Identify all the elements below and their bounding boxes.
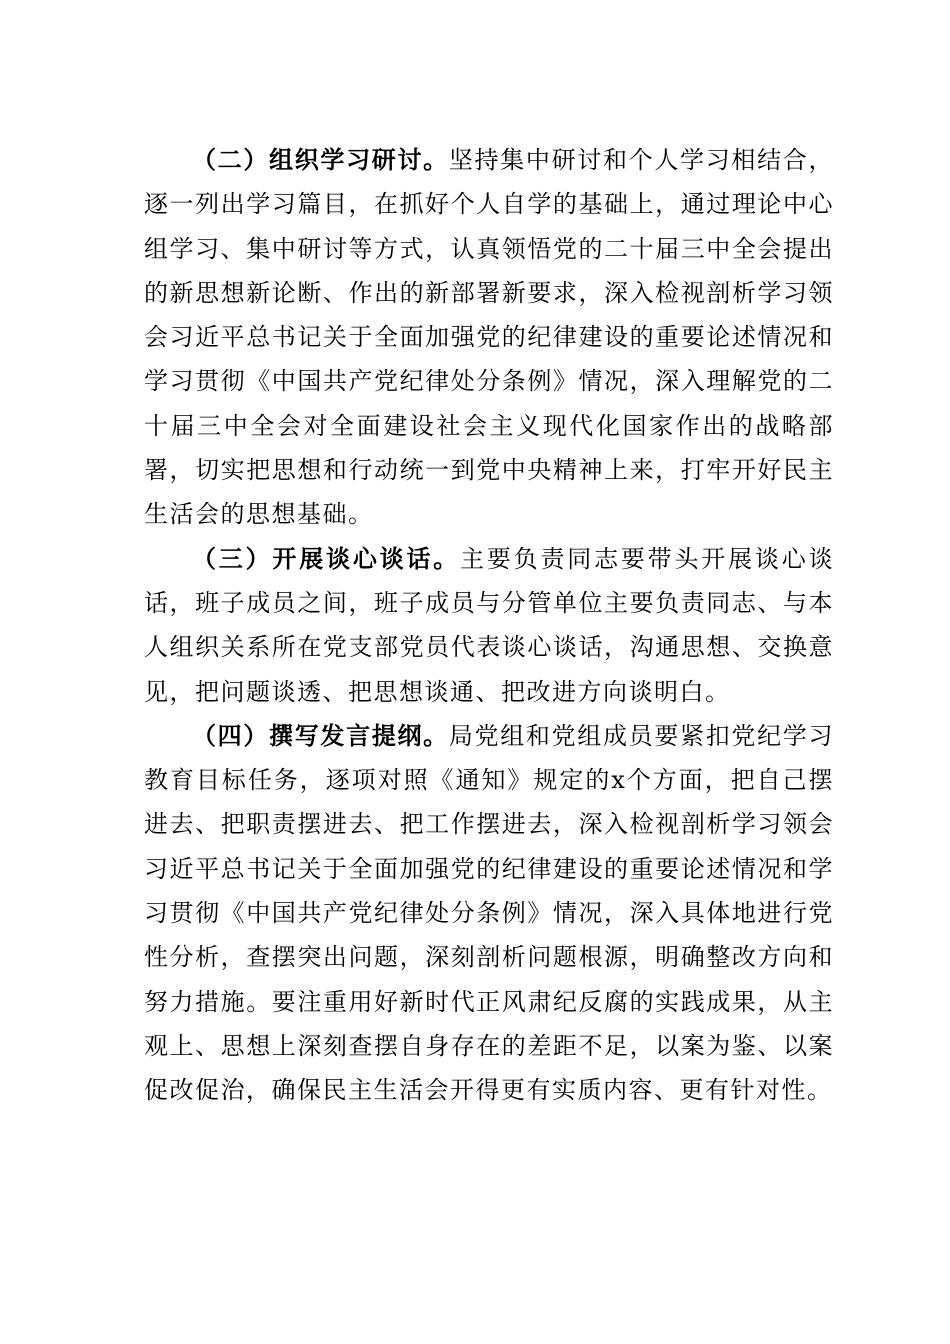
- paragraph-heading: （三）开展谈心谈话。: [192, 544, 461, 573]
- paragraph-write-outline: [144, 714, 834, 1113]
- paragraph-heading: （四）撰写发言提纲。: [192, 721, 449, 750]
- paragraph-heading: （二）组织学习研讨。: [192, 146, 449, 174]
- paragraph-heart-to-heart-talks: [144, 537, 834, 714]
- paragraph-organize-study: [144, 138, 834, 537]
- paragraph-text: 局党组和党组成员要紧扣党纪学习教育目标任务，逐项对照《通知》规定的x个方面，把自己摆进去、把职责摆进去、把工作摆进去，深入检视剖析学习领会习近平总书记关于全面加强党的纪律建设的重要论述情况和学习贯彻《中国共产党纪律处分条例》情况，深入具体地进行党性分析，查摆突出问题，深刻剖析问题根源，明确整改方向和努力措施。要注重用好新时代正风肃纪反腐的实践成果，从主观上、思想上深刻查摆自身存在的差距不足，以案为鉴、以案促改促治，确保民主生活会开得更有实质内容、更有针对性。: [144, 721, 834, 1105]
- paragraph-text: 主要负责同志要带头开展谈心谈话，班子成员之间，班子成员与分管单位主要负责同志、与本人组织关系所在党支部党员代表谈心谈话，沟通思想、交换意见，把问题谈透、把思想谈通、把改进方向谈明白。: [144, 544, 835, 706]
- document-body: [144, 138, 834, 1113]
- paragraph-text: 坚持集中研讨和个人学习相结合，逐一列出学习篇目，在抓好个人自学的基础上，通过理论中心组学习、集中研讨等方式，认真领悟党的二十届三中全会提出的新思想新论断、作出的新部署新要求，深入检视剖析学习领会习近平总书记关于全面加强党的纪律建设的重要论述情况和学习贯彻《中国共产党纪律处分条例》情况，深入理解党的二十届三中全会对全面建设社会主义现代化国家作出的战略部署，切实把思想和行动统一到党中央精神上来，打牢开好民主生活会的思想基础。: [144, 146, 834, 529]
